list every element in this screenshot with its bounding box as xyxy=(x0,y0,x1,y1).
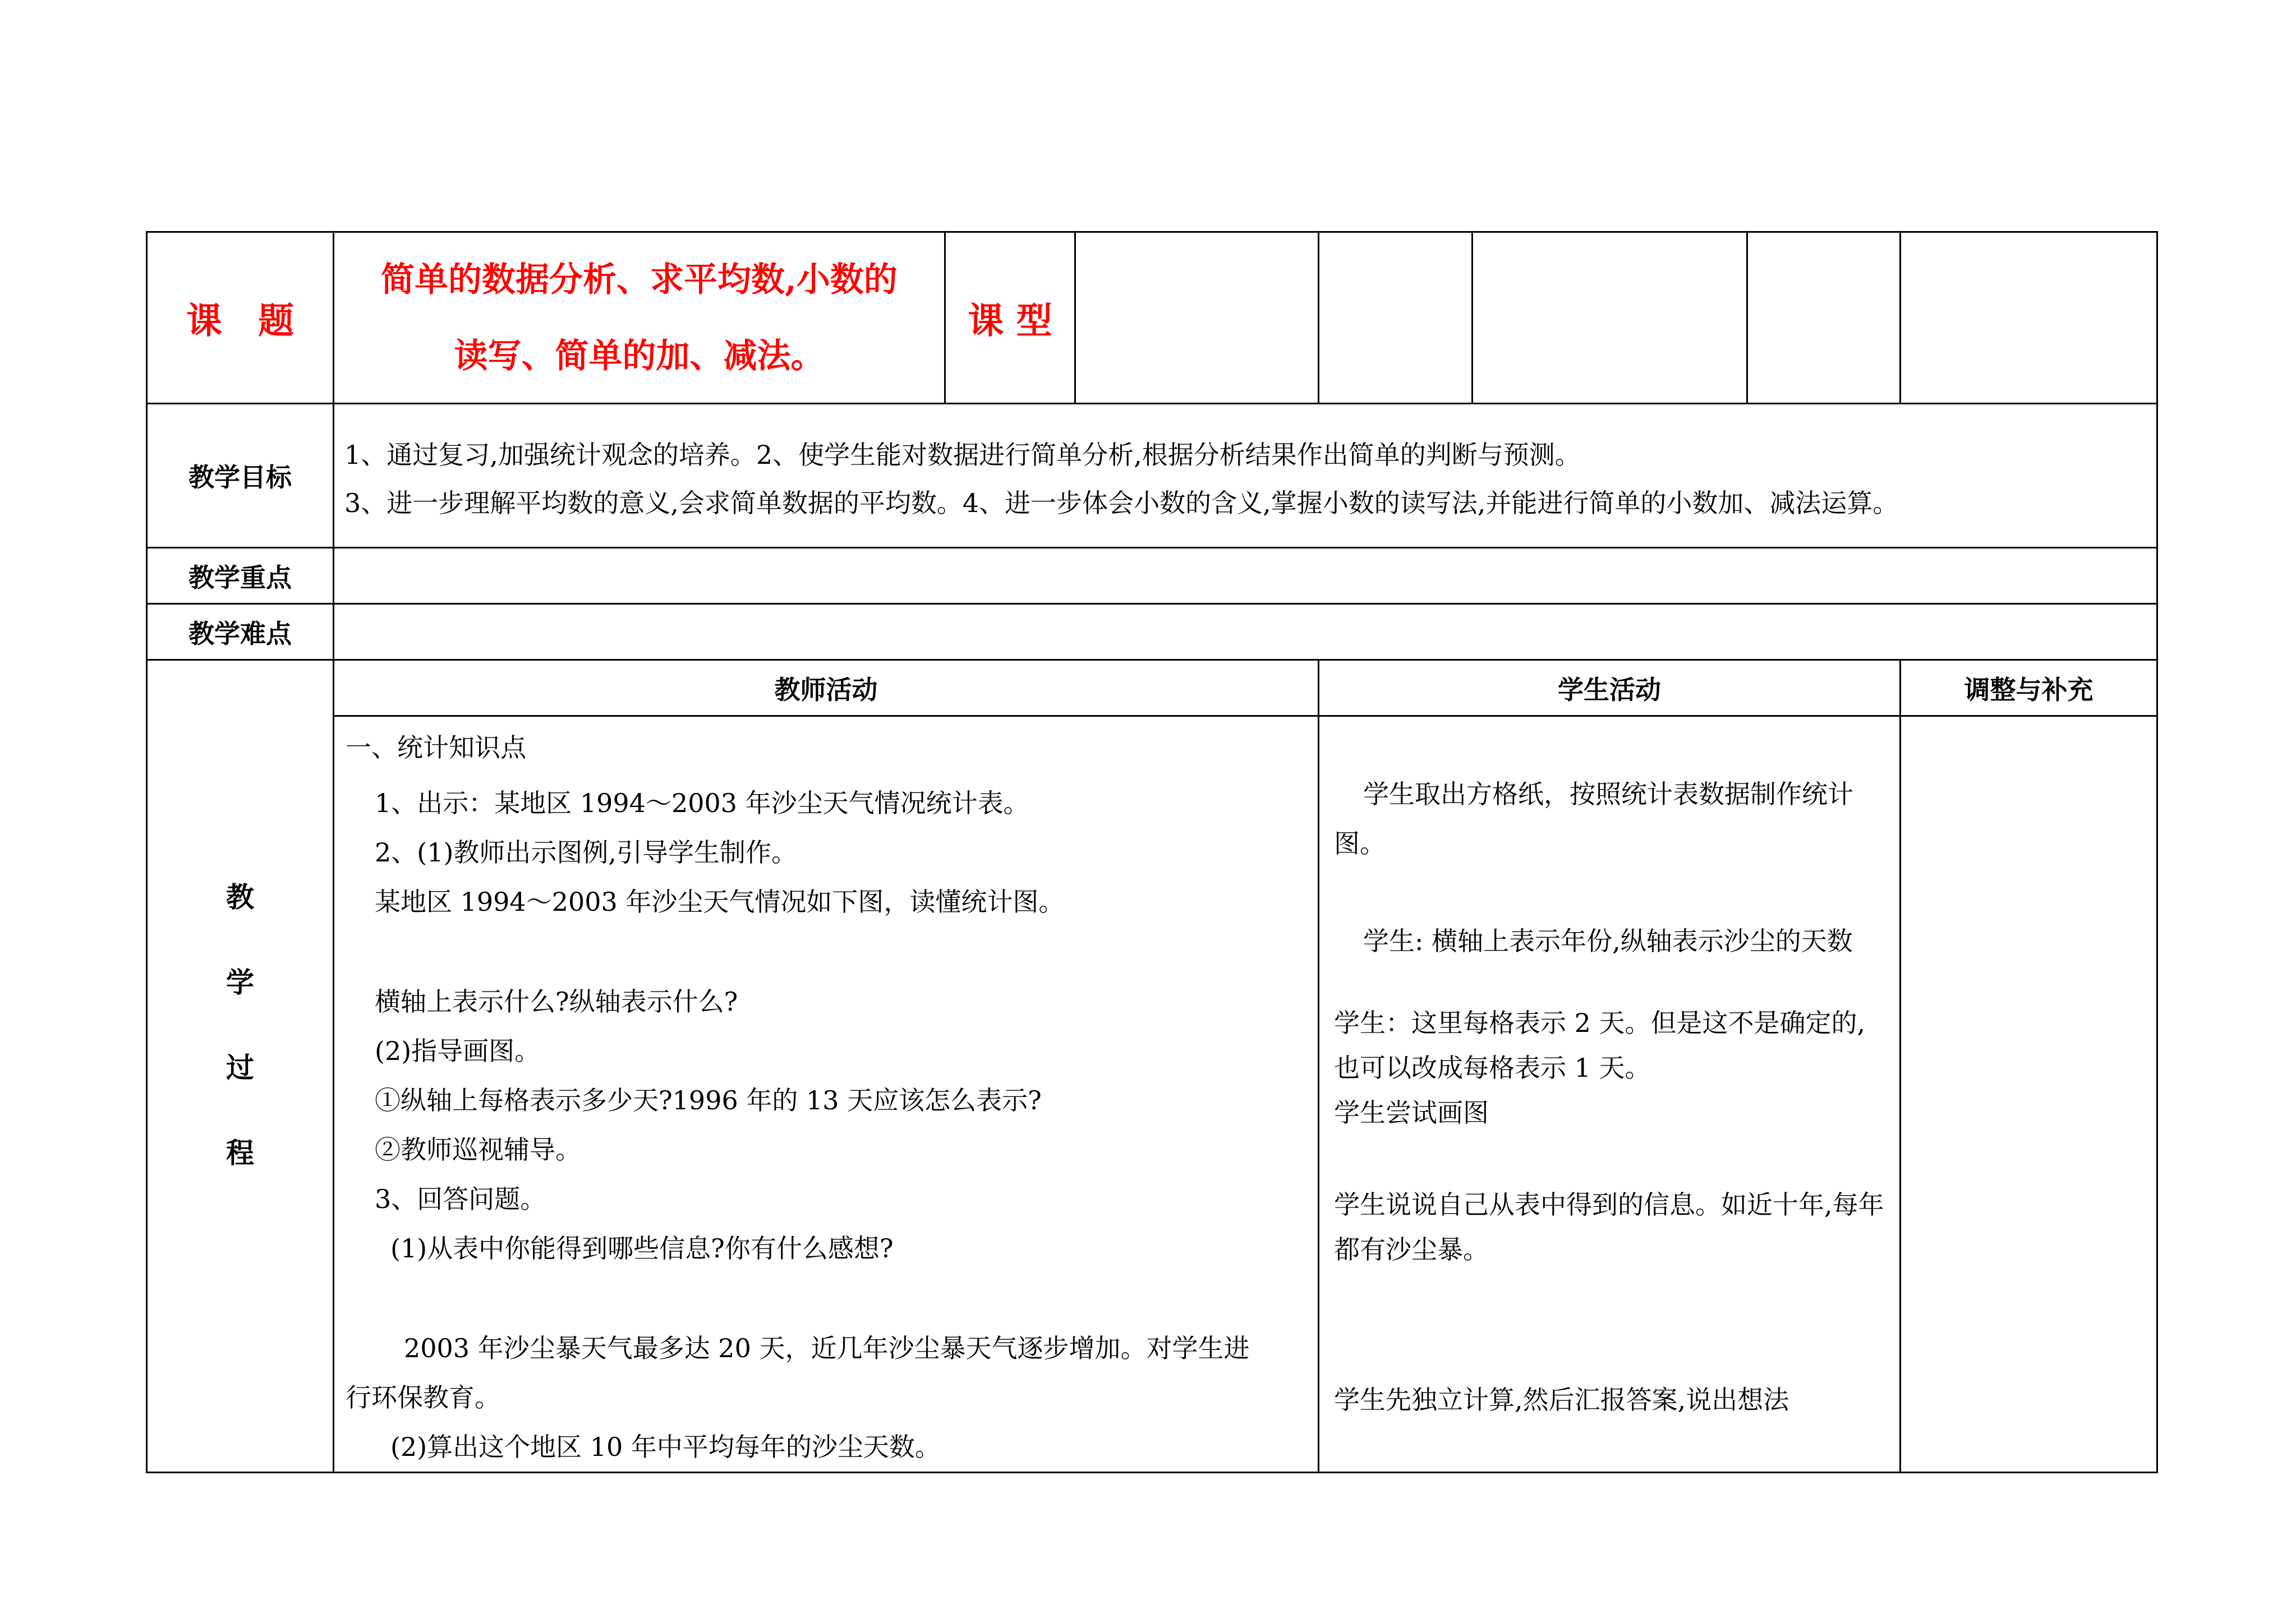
student-text-3: 学生：这里每格表示 2 天。但是这不是确定的,也可以改成每格表示 1 天。 xyxy=(1334,1008,1866,1083)
teacher-line-2: 1、出示：某地区 1994～2003 年沙尘天气情况统计表。 xyxy=(375,788,1029,818)
teacher-line-1: 一、统计知识点 xyxy=(346,732,526,763)
teacher-line-4: 某地区 1994～2003 年沙尘天气情况如下图，读懂统计图。 xyxy=(375,887,1065,917)
student-text-1: 学生取出方格纸，按照统计表数据制作统计图。 xyxy=(1334,779,1853,859)
teacher-line-6: 横轴上表示什么?纵轴表示什么? xyxy=(375,986,738,1017)
key-points-value xyxy=(334,548,2157,604)
student-text-6: 学生先独立计算,然后汇报答案,说出想法 xyxy=(1334,1385,1789,1415)
teacher-line-8: ①纵轴上每格表示多少天?1996 年的 13 天应该怎么表示? xyxy=(375,1085,1042,1115)
teacher-line-9: ②教师巡视辅导。 xyxy=(375,1135,581,1165)
student-activity-cell xyxy=(1319,716,1901,1473)
key-points-label: 教学重点 xyxy=(147,548,334,604)
header-empty-cell-4 xyxy=(1901,232,2157,404)
teacher-line-7: (2)指导画图。 xyxy=(375,1036,541,1066)
student-text-2: 学生: 横轴上表示年份,纵轴表示沙尘的天数 xyxy=(1363,926,1853,956)
header-empty-cell-1 xyxy=(1319,232,1473,404)
process-label-char-3: 过 xyxy=(226,1051,254,1084)
teacher-line-12 xyxy=(346,1273,1309,1324)
teacher-line-10: 3、回答问题。 xyxy=(375,1184,546,1214)
header-empty-cell-2 xyxy=(1473,232,1747,404)
difficulties-row xyxy=(147,604,2157,660)
lesson-title-line2: 读写、简单的加、减法。 xyxy=(454,336,825,376)
header-empty-cell-3 xyxy=(1747,232,1901,404)
lesson-title-line1: 简单的数据分析、求平均数,小数的 xyxy=(381,260,898,299)
teacher-activity-header: 教师活动 xyxy=(334,660,1319,716)
teacher-line-11: (1)从表中你能得到哪些信息?你有什么感想? xyxy=(390,1233,894,1264)
objectives-label: 教学目标 xyxy=(147,404,334,548)
teacher-line-3: 2、(1)教师出示图例,引导学生制作。 xyxy=(375,837,798,868)
process-head-row xyxy=(147,660,2157,716)
header-row xyxy=(147,232,2157,404)
process-body-row xyxy=(147,716,2157,1473)
type-label: 课 型 xyxy=(945,232,1075,404)
teacher-activity-cell xyxy=(334,716,1319,1473)
lesson-title xyxy=(334,232,945,404)
process-label-char-2: 学 xyxy=(226,966,254,999)
teacher-line-5 xyxy=(346,926,1309,977)
teacher-line-15: (2)算出这个地区 10 年中平均每年的沙尘天数。 xyxy=(390,1432,941,1462)
objective-line-2: 3、进一步理解平均数的意义,会求简单数据的平均数。4、进一步体会小数的含义,掌握小数的读写法,并能进行简单的小数加、减法运算。 xyxy=(344,488,1899,518)
topic-label: 课 题 xyxy=(147,232,334,404)
teacher-line-14: 行环保教育。 xyxy=(346,1382,500,1413)
difficulties-label: 教学难点 xyxy=(147,604,334,660)
student-text-4: 学生尝试画图 xyxy=(1334,1098,1489,1128)
process-label-char-4: 程 xyxy=(226,1136,254,1169)
objectives-row xyxy=(147,404,2157,548)
lesson-plan-table xyxy=(146,231,2158,1473)
process-label xyxy=(147,660,334,1473)
objective-line-1: 1、通过复习,加强统计观念的培养。2、使学生能对数据进行简单分析,根据分析结果作出简单的判断与预测。 xyxy=(344,440,1581,470)
process-label-char-1: 教 xyxy=(226,880,254,914)
student-activity-header: 学生活动 xyxy=(1319,660,1901,716)
adjust-header: 调整与补充 xyxy=(1901,660,2157,716)
adjust-cell xyxy=(1901,716,2157,1473)
difficulties-value xyxy=(334,604,2157,660)
type-value-cell xyxy=(1075,232,1319,404)
objectives-content xyxy=(334,404,2157,548)
key-points-row xyxy=(147,548,2157,604)
student-text-5: 学生说说自己从表中得到的信息。如近十年,每年都有沙尘暴。 xyxy=(1334,1189,1884,1265)
teacher-line-13: 2003 年沙尘暴天气最多达 20 天，近几年沙尘暴天气逐步增加。对学生进 xyxy=(404,1333,1250,1363)
